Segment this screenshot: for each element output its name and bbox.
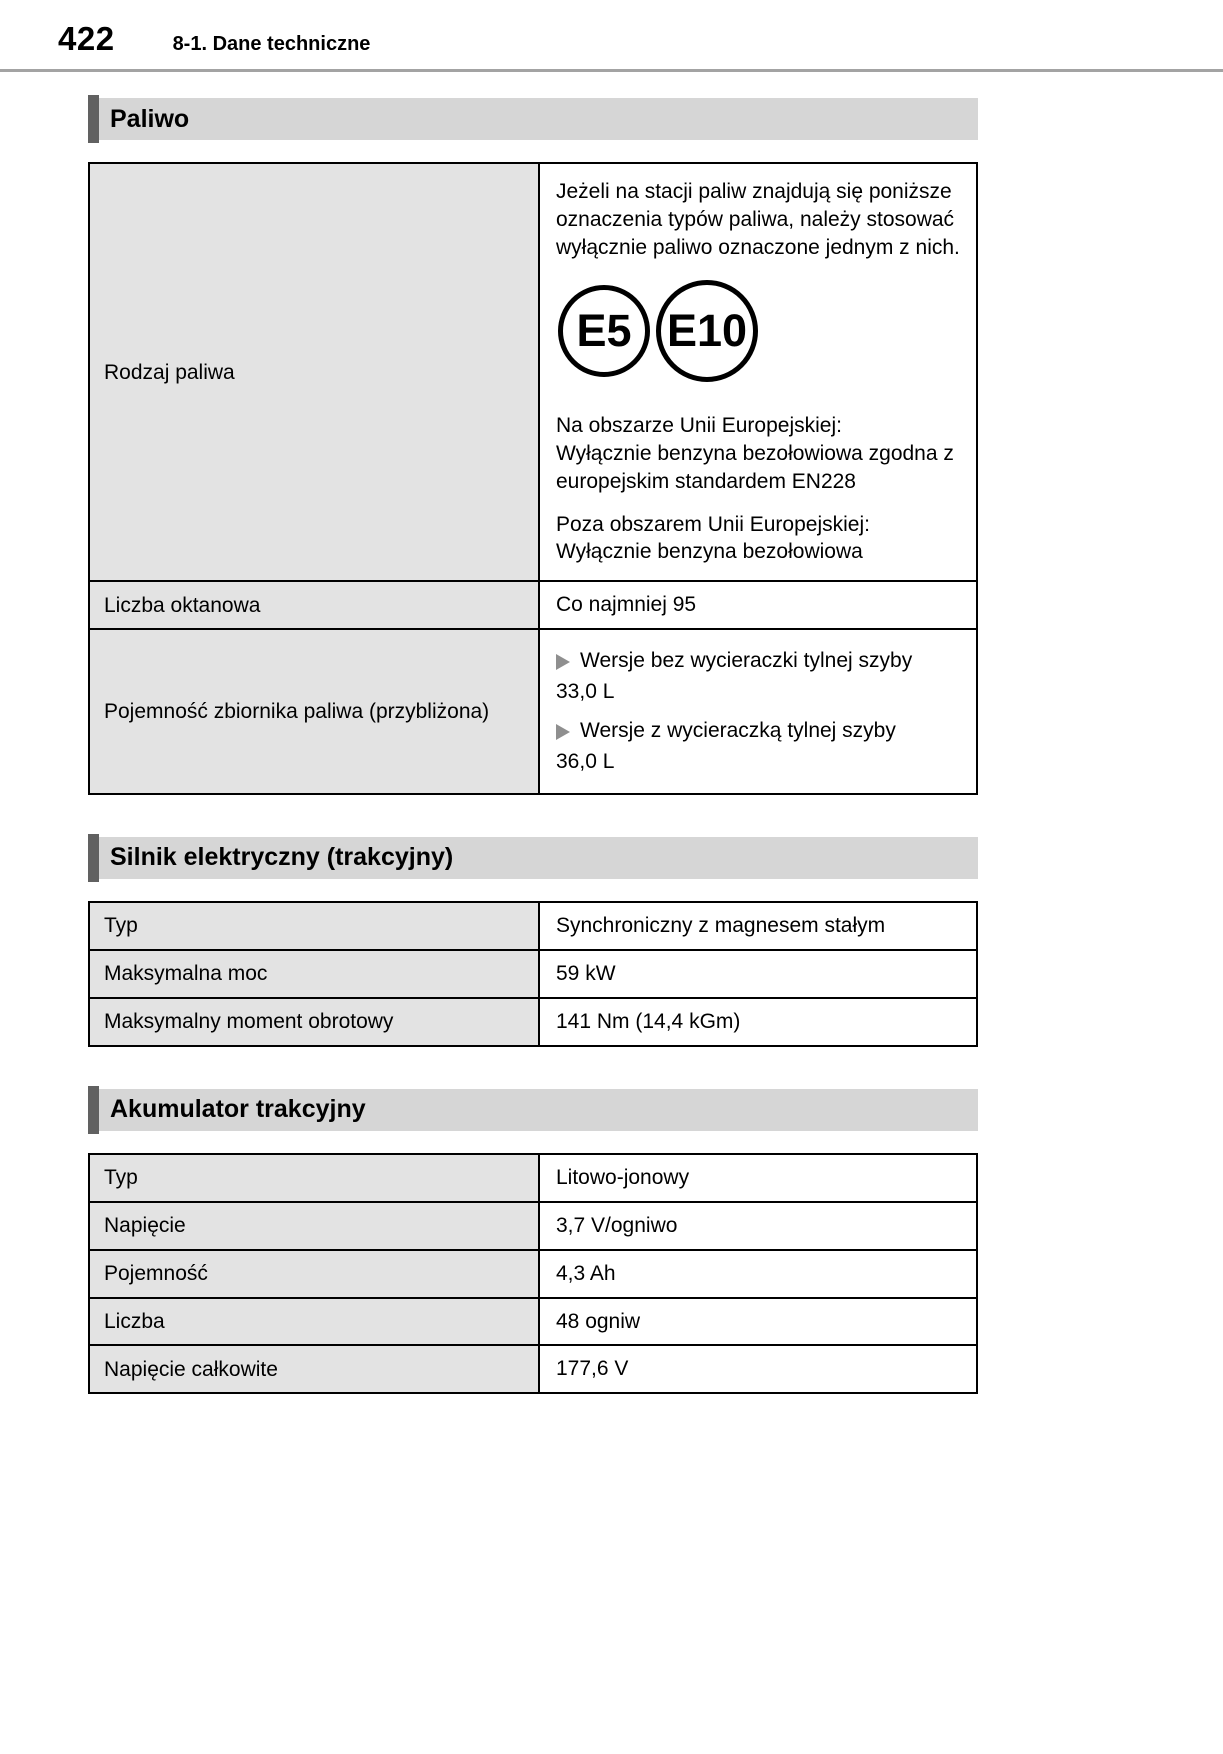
section-traction-battery	[88, 1089, 978, 1395]
row-value: 3,7 V/ogniwo	[539, 1202, 977, 1250]
fuel-outside-heading: Poza obszarem Unii Europejskiej:	[556, 512, 870, 536]
table-row	[89, 1202, 977, 1250]
e10-badge-label: E10	[666, 304, 748, 356]
row-label: Liczba	[89, 1298, 539, 1346]
row-value: Litowo-jonowy	[539, 1154, 977, 1202]
row-value	[539, 163, 977, 581]
table-row	[89, 998, 977, 1046]
row-value: Co najmniej 95	[539, 581, 977, 629]
table-row	[89, 1345, 977, 1393]
row-label: Pojemność	[89, 1250, 539, 1298]
table-row	[89, 902, 977, 950]
row-value: 177,6 V	[539, 1345, 977, 1393]
section-header-traction-battery	[88, 1089, 978, 1131]
bullet-arrow-icon	[556, 724, 570, 740]
section-title-text: Akumulator trakcyjny	[110, 1095, 366, 1124]
row-label: Napięcie	[89, 1202, 539, 1250]
table-row	[89, 1298, 977, 1346]
table-row	[89, 581, 977, 629]
section-accent-bar	[88, 1086, 99, 1134]
table-row	[89, 1250, 977, 1298]
bullet-arrow-icon	[556, 654, 570, 670]
row-label: Liczba oktanowa	[89, 581, 539, 629]
section-title-text: Silnik elektryczny (trakcyjny)	[110, 843, 454, 872]
table-row	[89, 950, 977, 998]
fuel-eu-heading: Na obszarze Unii Europejskiej:	[556, 413, 842, 437]
section-electric-motor	[88, 837, 978, 1047]
row-value	[539, 629, 977, 794]
row-label: Typ	[89, 1154, 539, 1202]
fuel-intro-text: Jeżeli na stacji paliw znajdują się poniższe oznaczenia typów paliwa, należy stosować wyłącznie paliwo oznaczone jednym z nich.	[556, 180, 960, 259]
fuel-table	[88, 162, 978, 795]
section-fuel	[88, 98, 978, 795]
chapter-title: 8-1. Dane techniczne	[172, 33, 371, 55]
page-header	[0, 0, 1223, 58]
row-label: Maksymalny moment obrotowy	[89, 998, 539, 1046]
electric-motor-table	[88, 901, 978, 1047]
row-value: 141 Nm (14,4 kGm)	[539, 998, 977, 1046]
bullet-value: 33,0 L	[556, 680, 615, 704]
row-value: 4,3 Ah	[539, 1250, 977, 1298]
fuel-outside-text: Wyłącznie benzyna bezołowiowa	[556, 540, 863, 564]
section-header-electric-motor	[88, 837, 978, 879]
row-label: Napięcie całkowite	[89, 1345, 539, 1393]
section-accent-bar	[88, 834, 99, 882]
section-accent-bar	[88, 95, 99, 143]
table-row	[89, 629, 977, 794]
tank-capacity-item	[556, 717, 960, 776]
fuel-eu-text: Wyłącznie benzyna bezołowiowa zgodna z europejskim standardem EN228	[556, 441, 954, 493]
e5-badge	[558, 285, 650, 377]
e5-badge-label: E5	[576, 304, 632, 356]
row-label: Typ	[89, 902, 539, 950]
section-title-text: Paliwo	[110, 104, 190, 133]
bullet-value: 36,0 L	[556, 750, 615, 774]
row-value: Synchroniczny z magnesem stałym	[539, 902, 977, 950]
section-header-fuel	[88, 98, 978, 140]
bullet-text: Wersje bez wycieraczki tylnej szyby	[580, 649, 913, 673]
table-row	[89, 1154, 977, 1202]
page-content	[88, 98, 978, 1394]
traction-battery-table	[88, 1153, 978, 1395]
bullet-line	[556, 717, 960, 745]
bullet-text: Wersje z wycieraczką tylnej szyby	[580, 719, 896, 743]
header-divider	[0, 69, 1223, 72]
row-label: Rodzaj paliwa	[89, 163, 539, 581]
row-label: Pojemność zbiornika paliwa (przybliżona)	[89, 629, 539, 794]
table-row	[89, 163, 977, 581]
fuel-type-badges	[558, 280, 960, 382]
page-number: 422	[58, 20, 115, 57]
row-value: 59 kW	[539, 950, 977, 998]
row-value: 48 ogniw	[539, 1298, 977, 1346]
row-label: Maksymalna moc	[89, 950, 539, 998]
bullet-line	[556, 647, 960, 675]
tank-capacity-item	[556, 647, 960, 706]
e10-badge	[656, 280, 758, 382]
